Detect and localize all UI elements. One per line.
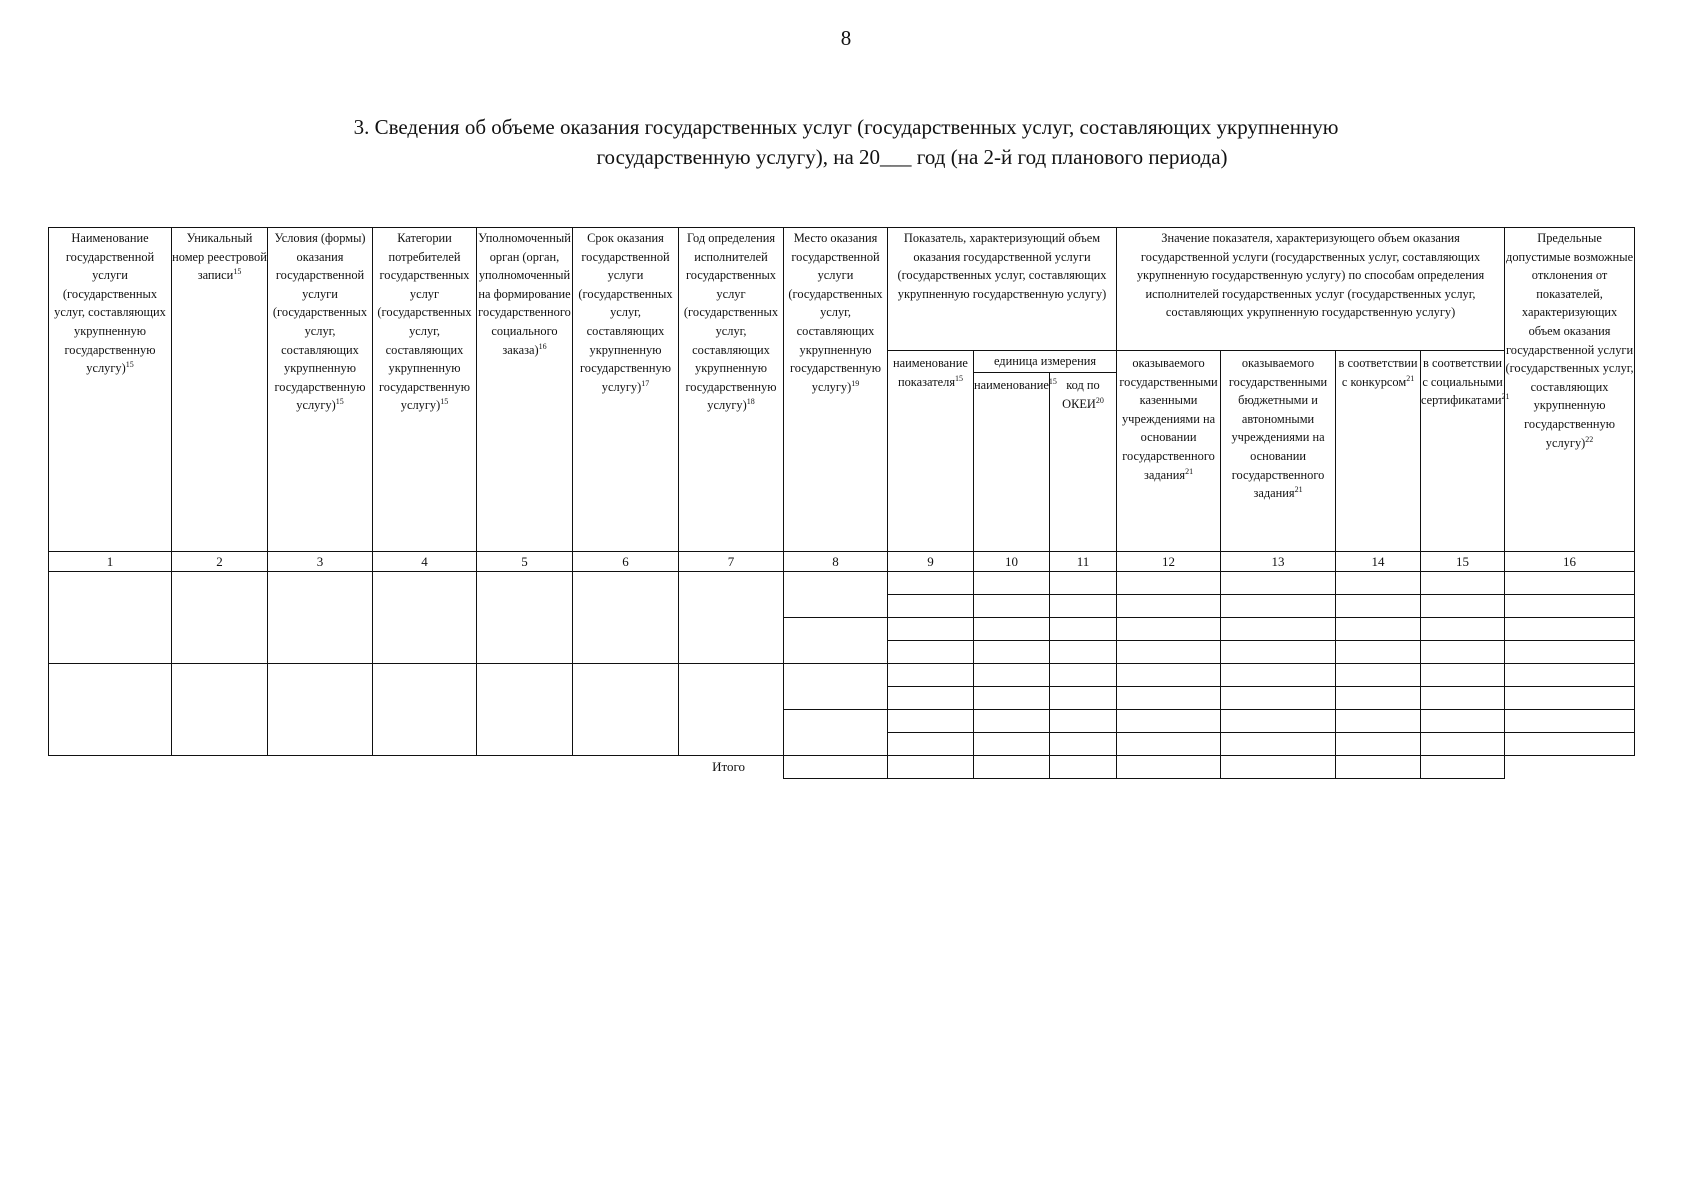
total-cell-value-certificates[interactable] bbox=[1421, 756, 1505, 779]
cell-okei-code[interactable] bbox=[1050, 572, 1117, 595]
cell-value-certificates[interactable] bbox=[1421, 733, 1505, 756]
cell-value-budget[interactable] bbox=[1221, 641, 1336, 664]
cell-consumer-categories[interactable] bbox=[373, 572, 477, 664]
cell-value-budget[interactable] bbox=[1221, 733, 1336, 756]
cell-value-certificates[interactable] bbox=[1421, 664, 1505, 687]
cell-value-certificates[interactable] bbox=[1421, 595, 1505, 618]
cell-okei-code[interactable] bbox=[1050, 687, 1117, 710]
cell-year-of-selection[interactable] bbox=[679, 572, 784, 664]
column-number: 5 bbox=[477, 552, 573, 572]
cell-unit-name[interactable] bbox=[974, 618, 1050, 641]
header-registry-number: Уникальный номер реестровой записи$^{15}$ bbox=[172, 228, 268, 552]
cell-indicator-name[interactable] bbox=[888, 664, 974, 687]
section-title bbox=[0, 112, 1692, 172]
column-number: 7 bbox=[679, 552, 784, 572]
cell-allowed-deviations[interactable] bbox=[1505, 618, 1635, 641]
cell-okei-code[interactable] bbox=[1050, 710, 1117, 733]
header-value-certificates: в соответствии с социальными сертификатами$^{21}$ bbox=[1421, 351, 1505, 552]
header-okei-code: код по ОКЕИ$^{20}$ bbox=[1050, 373, 1117, 552]
total-empty bbox=[1505, 756, 1635, 779]
total-cell-indicator-name[interactable] bbox=[888, 756, 974, 779]
cell-allowed-deviations[interactable] bbox=[1505, 595, 1635, 618]
cell-indicator-name[interactable] bbox=[888, 733, 974, 756]
cell-indicator-name[interactable] bbox=[888, 618, 974, 641]
column-number: 3 bbox=[268, 552, 373, 572]
column-number: 2 bbox=[172, 552, 268, 572]
cell-okei-code[interactable] bbox=[1050, 664, 1117, 687]
section-title-line-1: 3. Сведения об объеме оказания государственных услуг (государственных услуг, составляющих укрупненную bbox=[353, 115, 1339, 139]
cell-okei-code[interactable] bbox=[1050, 618, 1117, 641]
column-number: 13 bbox=[1221, 552, 1336, 572]
header-value-group: Значение показателя, характеризующего объем оказания государственной услуги (государственных услуг, составляющих укрупненную государственную услугу) по способам определения исполнителей государственных услуг (государственных услуг, составляющих укрупненную государственную услугу) bbox=[1117, 228, 1505, 351]
cell-allowed-deviations[interactable] bbox=[1505, 572, 1635, 595]
cell-value-kazennye[interactable] bbox=[1117, 572, 1221, 595]
cell-service-name[interactable] bbox=[49, 664, 172, 756]
cell-unit-name[interactable] bbox=[974, 572, 1050, 595]
cell-indicator-name[interactable] bbox=[888, 710, 974, 733]
cell-value-contest[interactable] bbox=[1336, 664, 1421, 687]
cell-value-certificates[interactable] bbox=[1421, 687, 1505, 710]
header-allowed-deviations: Предельные допустимые возможные отклонения от показателей, характеризующих объем оказания государственной услуги (государственных услуг, составляющих укрупненную государственную услугу)$^{22}$ bbox=[1505, 228, 1635, 552]
section-title-line-2: государственную услугу), на 20___ год (на 2-й год планового периода) bbox=[596, 145, 1228, 169]
cell-value-kazennye[interactable] bbox=[1117, 664, 1221, 687]
cell-value-contest[interactable] bbox=[1336, 618, 1421, 641]
cell-value-kazennye[interactable] bbox=[1117, 733, 1221, 756]
total-label: Итого bbox=[712, 758, 745, 774]
header-indicator-group: Показатель, характеризующий объем оказания государственной услуги (государственных услуг, составляющих укрупненную государственную услугу) bbox=[888, 228, 1117, 351]
column-number: 12 bbox=[1117, 552, 1221, 572]
cell-value-contest[interactable] bbox=[1336, 595, 1421, 618]
column-number: 6 bbox=[573, 552, 679, 572]
column-number: 16 bbox=[1505, 552, 1635, 572]
cell-value-contest[interactable] bbox=[1336, 641, 1421, 664]
cell-okei-code[interactable] bbox=[1050, 595, 1117, 618]
cell-indicator-name[interactable] bbox=[888, 595, 974, 618]
cell-value-certificates[interactable] bbox=[1421, 710, 1505, 733]
cell-value-budget[interactable] bbox=[1221, 572, 1336, 595]
cell-consumer-categories[interactable] bbox=[373, 664, 477, 756]
cell-value-budget[interactable] bbox=[1221, 687, 1336, 710]
cell-value-certificates[interactable] bbox=[1421, 641, 1505, 664]
cell-allowed-deviations[interactable] bbox=[1505, 641, 1635, 664]
header-unit-name: наименование$^{15}$ bbox=[974, 373, 1050, 552]
cell-value-contest[interactable] bbox=[1336, 710, 1421, 733]
cell-conditions[interactable] bbox=[268, 572, 373, 664]
header-year-of-selection: Год определения исполнителей государственных услуг (государственных услуг, составляющих укрупненную государственную услугу)$^{18}$ bbox=[679, 228, 784, 552]
cell-allowed-deviations[interactable] bbox=[1505, 710, 1635, 733]
header-authorized-body: Уполномоченный орган (орган, уполномоченный на формирование государственного социального заказа)$^{16}$ bbox=[477, 228, 573, 552]
cell-service-name[interactable] bbox=[49, 572, 172, 664]
header-value-budget: оказываемого государственными бюджетными и автономными учреждениями на основании государственного задания$^{21}$ bbox=[1221, 351, 1336, 552]
header-value-contest: в соответствии с конкурсом$^{21}$ bbox=[1336, 351, 1421, 552]
cell-unit-name[interactable] bbox=[974, 641, 1050, 664]
cell-unit-name[interactable] bbox=[974, 664, 1050, 687]
cell-registry-number[interactable] bbox=[172, 664, 268, 756]
cell-service-term[interactable] bbox=[573, 572, 679, 664]
column-number: 11 bbox=[1050, 552, 1117, 572]
column-number: 10 bbox=[974, 552, 1050, 572]
page-number: 8 bbox=[840, 26, 852, 50]
cell-allowed-deviations[interactable] bbox=[1505, 664, 1635, 687]
cell-year-of-selection[interactable] bbox=[679, 664, 784, 756]
cell-okei-code[interactable] bbox=[1050, 733, 1117, 756]
cell-value-budget[interactable] bbox=[1221, 595, 1336, 618]
cell-allowed-deviations[interactable] bbox=[1505, 687, 1635, 710]
column-number: 15 bbox=[1421, 552, 1505, 572]
cell-indicator-name[interactable] bbox=[888, 572, 974, 595]
cell-value-kazennye[interactable] bbox=[1117, 641, 1221, 664]
cell-unit-name[interactable] bbox=[974, 595, 1050, 618]
cell-value-kazennye[interactable] bbox=[1117, 687, 1221, 710]
cell-value-budget[interactable] bbox=[1221, 710, 1336, 733]
header-service-name: Наименование государственной услуги (государственных услуг, составляющих укрупненную государственную услугу)$^{15}$ bbox=[49, 228, 172, 552]
cell-value-certificates[interactable] bbox=[1421, 618, 1505, 641]
cell-value-contest[interactable] bbox=[1336, 572, 1421, 595]
cell-value-kazennye[interactable] bbox=[1117, 710, 1221, 733]
header-consumer-categories: Категории потребителей государственных услуг (государственных услуг, составляющих укрупненную государственную услугу)$^{15}$ bbox=[373, 228, 477, 552]
cell-service-place[interactable] bbox=[784, 710, 888, 756]
header-service-place: Место оказания государственной услуги (государственных услуг, составляющих укрупненную государственную услугу)$^{19}$ bbox=[784, 228, 888, 552]
total-cell-okei-code[interactable] bbox=[1050, 756, 1117, 779]
cell-service-place[interactable] bbox=[784, 618, 888, 664]
cell-service-place[interactable] bbox=[784, 664, 888, 710]
cell-authorized-body[interactable] bbox=[477, 572, 573, 664]
cell-value-certificates[interactable] bbox=[1421, 572, 1505, 595]
cell-unit-name[interactable] bbox=[974, 687, 1050, 710]
volume-table bbox=[48, 227, 1635, 779]
header-value-kazennye: оказываемого государственными казенными учреждениями на основании государственного задания$^{21}$ bbox=[1117, 351, 1221, 552]
cell-unit-name[interactable] bbox=[974, 710, 1050, 733]
cell-value-budget[interactable] bbox=[1221, 618, 1336, 641]
header-unit-group: единица измерения bbox=[974, 351, 1117, 373]
total-cell-value-budget[interactable] bbox=[1221, 756, 1336, 779]
cell-service-place[interactable] bbox=[784, 572, 888, 618]
cell-allowed-deviations[interactable] bbox=[1505, 733, 1635, 756]
cell-okei-code[interactable] bbox=[1050, 641, 1117, 664]
column-number: 4 bbox=[373, 552, 477, 572]
cell-value-kazennye[interactable] bbox=[1117, 595, 1221, 618]
cell-authorized-body[interactable] bbox=[477, 664, 573, 756]
cell-value-kazennye[interactable] bbox=[1117, 618, 1221, 641]
total-cell-service-place[interactable] bbox=[784, 756, 888, 779]
cell-indicator-name[interactable] bbox=[888, 687, 974, 710]
cell-unit-name[interactable] bbox=[974, 733, 1050, 756]
total-cell-unit-name[interactable] bbox=[974, 756, 1050, 779]
total-cell-value-kazennye[interactable] bbox=[1117, 756, 1221, 779]
cell-indicator-name[interactable] bbox=[888, 641, 974, 664]
header-conditions: Условия (формы) оказания государственной услуги (государственных услуг, составляющих укрупненную государственную услугу)$^{15}$ bbox=[268, 228, 373, 552]
column-number: 14 bbox=[1336, 552, 1421, 572]
cell-value-budget[interactable] bbox=[1221, 664, 1336, 687]
header-indicator-name: наименование показателя$^{15}$ bbox=[888, 351, 974, 552]
cell-value-contest[interactable] bbox=[1336, 733, 1421, 756]
column-number: 9 bbox=[888, 552, 974, 572]
cell-conditions[interactable] bbox=[268, 664, 373, 756]
cell-registry-number[interactable] bbox=[172, 572, 268, 664]
total-cell-value-contest[interactable] bbox=[1336, 756, 1421, 779]
column-number: 8 bbox=[784, 552, 888, 572]
column-number: 1 bbox=[49, 552, 172, 572]
header-service-term: Срок оказания государственной услуги (государственных услуг, составляющих укрупненную государственную услугу)$^{17}$ bbox=[573, 228, 679, 552]
cell-service-term[interactable] bbox=[573, 664, 679, 756]
cell-value-contest[interactable] bbox=[1336, 687, 1421, 710]
